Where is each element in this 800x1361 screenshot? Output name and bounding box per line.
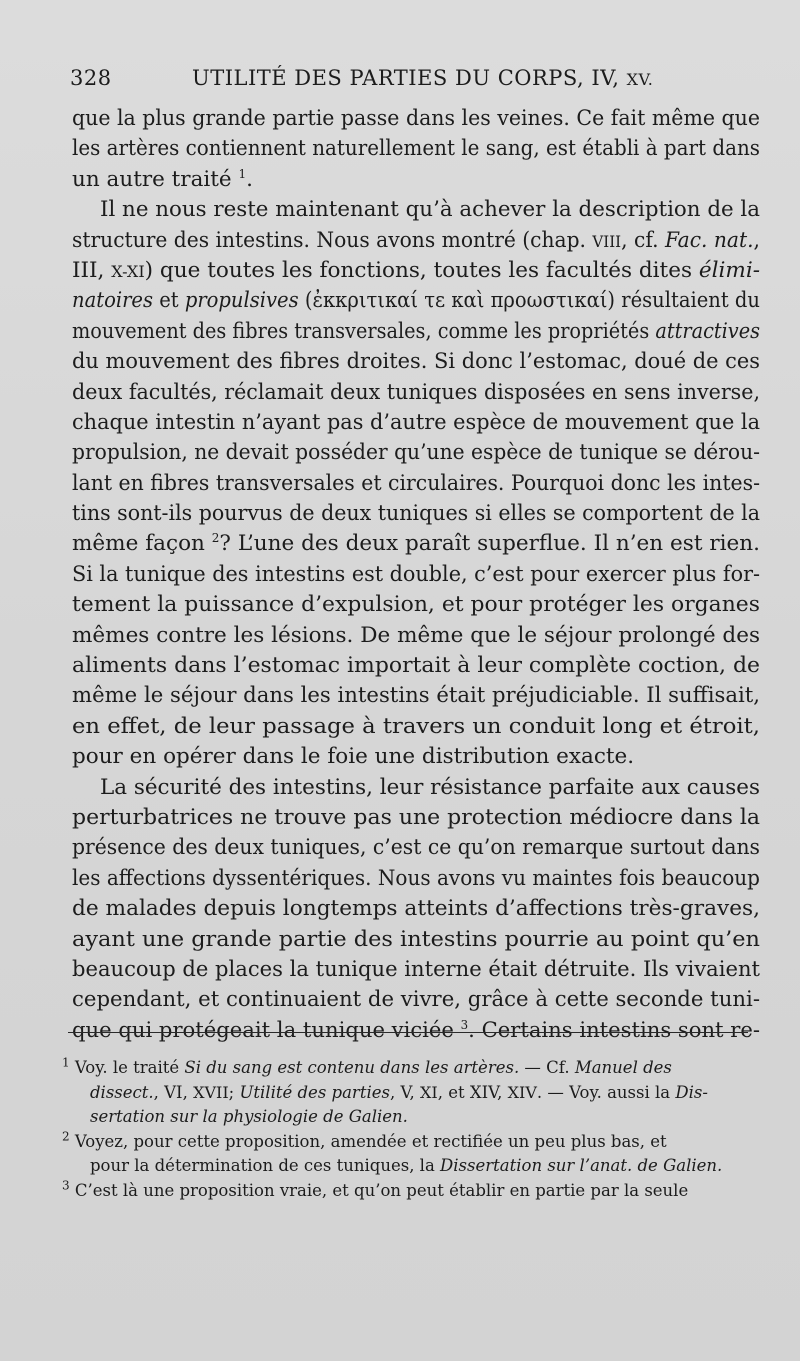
text-line-content	[72, 1016, 760, 1046]
italic-text: Manuel des	[574, 1058, 672, 1077]
italic-text: propulsives	[184, 288, 299, 314]
text-line-content	[72, 469, 760, 499]
text-run: et	[152, 288, 185, 314]
italic-text: attractives	[655, 318, 760, 344]
text-run: ) que toutes les fonctions, toutes les facultés dites	[144, 257, 699, 283]
text-run: C’est là une proposition vraie, et qu’on peut établir en partie par la seule	[69, 1180, 689, 1200]
text-line-content	[72, 712, 760, 742]
text-run: perturbatrices ne trouve pas une protection médiocre dans la	[72, 804, 760, 830]
footnotes	[62, 1056, 750, 1203]
footnote-line	[90, 1154, 750, 1179]
text-line-content	[72, 317, 760, 347]
footnote-marker: 3	[460, 1017, 469, 1032]
text-line-content	[72, 985, 760, 1015]
text-line-content	[72, 529, 760, 559]
text-line	[72, 894, 762, 924]
text-line-content	[72, 621, 760, 651]
footnote-line	[90, 1105, 750, 1130]
text-line	[72, 742, 762, 772]
text-run: deux facultés, réclamait deux tuniques disposées en sens inverse,	[72, 379, 760, 405]
text-line-content	[72, 560, 760, 590]
text-line-content	[72, 955, 760, 985]
text-run: les affections dyssentériques. Nous avons vu maintes fois beaucoup	[72, 865, 760, 891]
italic-text: natoires	[72, 288, 153, 314]
footnote-marker: 1	[62, 1056, 70, 1070]
text-line	[72, 803, 762, 833]
text-line	[72, 955, 762, 985]
chapter-number: XV.	[626, 70, 654, 89]
text-run: chaque intestin n’ayant pas d’autre espèce de mouvement que la	[72, 409, 760, 435]
text-line	[72, 681, 762, 711]
footnote-rule	[68, 1032, 748, 1033]
text-run: cependant, et continuaient de vivre, grâce à cette seconde tuni-	[72, 987, 760, 1013]
text-line-content	[100, 195, 760, 225]
italic-text: Dissertation sur l’anat. de Galien.	[440, 1156, 723, 1175]
footnote-line	[62, 1179, 750, 1204]
text-line-content	[72, 438, 760, 468]
text-run: , V,	[389, 1082, 420, 1102]
italic-text: Si du sang est contenu dans les artères.	[184, 1058, 520, 1077]
text-line	[72, 529, 762, 559]
text-line	[72, 134, 762, 164]
footnote-line-content	[90, 1156, 722, 1175]
text-run: tins sont-ils pourvus de deux tuniques si elles se comportent de la	[72, 501, 760, 527]
text-run: beaucoup de places la tunique interne était détruite. Ils vivaient	[72, 956, 760, 982]
text-run: III,	[72, 257, 112, 283]
italic-text: dissect.	[90, 1082, 154, 1102]
text-line-content	[72, 499, 760, 529]
italic-text: Fac. nat.	[664, 227, 754, 253]
text-line	[72, 226, 762, 256]
text-line-content	[72, 803, 760, 833]
text-run: de malades depuis longtemps atteints d’affections très-graves,	[72, 896, 760, 922]
text-line	[72, 195, 762, 225]
running-title-text: UTILITÉ DES PARTIES DU CORPS, IV,	[192, 66, 620, 90]
text-line-content	[72, 864, 760, 894]
text-run: mouvement des fibres transversales, comme les propriétés	[72, 318, 656, 344]
text-line-content	[72, 256, 760, 286]
text-run: Voyez, pour cette proposition, amendée et rectifiée un peu plus bas, et	[69, 1131, 667, 1151]
text-run: ;	[228, 1082, 240, 1102]
text-run: , VI,	[153, 1082, 194, 1102]
text-run: en effet, de leur passage à travers un conduit long et étroit,	[72, 713, 760, 739]
italic-text: sertation sur la physiologie de Galien.	[90, 1107, 408, 1126]
text-line	[72, 438, 762, 468]
page-number: 328	[70, 66, 112, 90]
running-title	[192, 66, 653, 90]
text-run: même le séjour dans les intestins était préjudiciable. Il suffisait,	[72, 683, 760, 709]
text-run: pour la détermination de ces tuniques, la	[90, 1156, 441, 1175]
text-line	[72, 408, 762, 438]
text-run: pour en opérer dans le foie une distribution exacte.	[72, 744, 635, 770]
text-line	[72, 286, 762, 316]
text-line-content	[72, 286, 760, 316]
text-line	[72, 925, 762, 955]
text-line	[72, 1016, 762, 1046]
footnote-marker: 2	[62, 1129, 70, 1143]
text-line-content	[72, 681, 760, 711]
footnote-marker: 3	[62, 1178, 70, 1192]
text-line-content	[72, 590, 760, 620]
text-run: ,	[753, 227, 760, 253]
footnote-marker: 2	[211, 531, 220, 546]
text-line	[72, 621, 762, 651]
italic-text: Utilité des parties	[239, 1082, 390, 1102]
text-line-content	[72, 347, 760, 377]
text-line	[72, 590, 762, 620]
text-line	[72, 833, 762, 863]
text-run: aliments dans l’estomac importait à leur complète coction, de	[72, 653, 760, 679]
footnote-line-content	[90, 1083, 708, 1102]
text-line-content	[72, 104, 760, 134]
text-run: tement la puissance d’expulsion, et pour protéger les organes	[72, 592, 761, 618]
text-line-content	[72, 408, 760, 438]
text-run: un autre traité	[72, 166, 239, 192]
footnote-marker: 1	[238, 166, 247, 181]
text-line-content	[72, 894, 760, 924]
italic-text: Dis-	[675, 1082, 708, 1102]
text-line-content	[72, 651, 760, 681]
text-line	[72, 864, 762, 894]
text-line-content	[100, 773, 760, 803]
footnote-line	[90, 1081, 750, 1106]
footnote-line-content	[62, 1129, 667, 1151]
text-line	[72, 773, 762, 803]
text-run: ayant une grande partie des intestins pourrie au point qu’en	[72, 926, 760, 952]
text-run: que qui protégeait la tunique viciée	[72, 1017, 461, 1043]
text-line	[72, 317, 762, 347]
text-run: — Cf.	[519, 1058, 575, 1077]
main-text	[72, 104, 762, 1046]
text-run: présence des deux tuniques, c’est ce qu’on remarque surtout dans	[72, 835, 760, 861]
text-line	[72, 712, 762, 742]
text-run: (ἐκκριτικαί τε καὶ προωστικαί) résultaient du	[298, 288, 760, 314]
text-run: , cf.	[621, 227, 665, 253]
text-line	[72, 104, 762, 134]
small-caps-text: VIII	[592, 231, 622, 251]
footnote-line-content	[62, 1178, 689, 1200]
text-run: Si la tunique des intestins est double, c’est pour exercer plus for-	[72, 561, 760, 587]
text-line	[72, 985, 762, 1015]
small-caps-text: XVII	[193, 1082, 229, 1102]
text-run: . Certains intestins sont re-	[468, 1017, 760, 1043]
text-run: propulsion, ne devait posséder qu’une espèce de tunique se dérou-	[72, 440, 760, 466]
small-caps-text: XIV	[507, 1082, 537, 1102]
small-caps-text: XI	[419, 1082, 438, 1102]
text-run: Il ne nous reste maintenant qu’à achever la description de la	[100, 197, 760, 223]
text-run: structure des intestins. Nous avons montré (chap.	[72, 227, 593, 253]
text-line	[72, 469, 762, 499]
footnote-line-content	[62, 1058, 672, 1077]
text-line-content	[72, 378, 760, 408]
italic-text: élimi-	[698, 257, 760, 283]
text-run: même façon	[72, 531, 212, 557]
text-run: , et XIV,	[437, 1082, 508, 1102]
footnote-line-content	[90, 1107, 408, 1126]
text-line	[72, 560, 762, 590]
text-line	[72, 165, 762, 195]
text-run: . — Voy. aussi la	[536, 1082, 676, 1102]
text-run: que la plus grande partie passe dans les veines. Ce fait même que	[72, 106, 760, 131]
text-line-content	[72, 134, 760, 164]
text-line-content	[72, 833, 760, 863]
footnote-line	[62, 1130, 750, 1155]
text-run: .	[246, 166, 253, 192]
text-line	[72, 499, 762, 529]
text-line	[72, 256, 762, 286]
text-run: les artères contiennent naturellement le sang, est établi à part dans	[72, 136, 760, 162]
text-run: La sécurité des intestins, leur résistance parfaite aux causes	[100, 774, 760, 800]
text-run: ? L’une des deux paraît superflue. Il n’en est rien.	[219, 531, 760, 557]
text-run: lant en fibres transversales et circulaires. Pourquoi donc les intes-	[72, 470, 760, 496]
text-line	[72, 347, 762, 377]
footnote-line	[62, 1056, 750, 1081]
text-line	[72, 378, 762, 408]
text-line-content	[72, 742, 634, 772]
text-line-content	[72, 925, 760, 955]
text-run: du mouvement des fibres droites. Si donc l’estomac, doué de ces	[72, 349, 760, 375]
small-caps-text: X-XI	[111, 261, 145, 281]
text-line-content	[72, 226, 760, 256]
text-line-content	[72, 165, 253, 195]
text-line	[72, 651, 762, 681]
text-run: mêmes contre les lésions. De même que le séjour prolongé des	[72, 622, 760, 648]
text-run: Voy. le traité	[69, 1058, 185, 1077]
